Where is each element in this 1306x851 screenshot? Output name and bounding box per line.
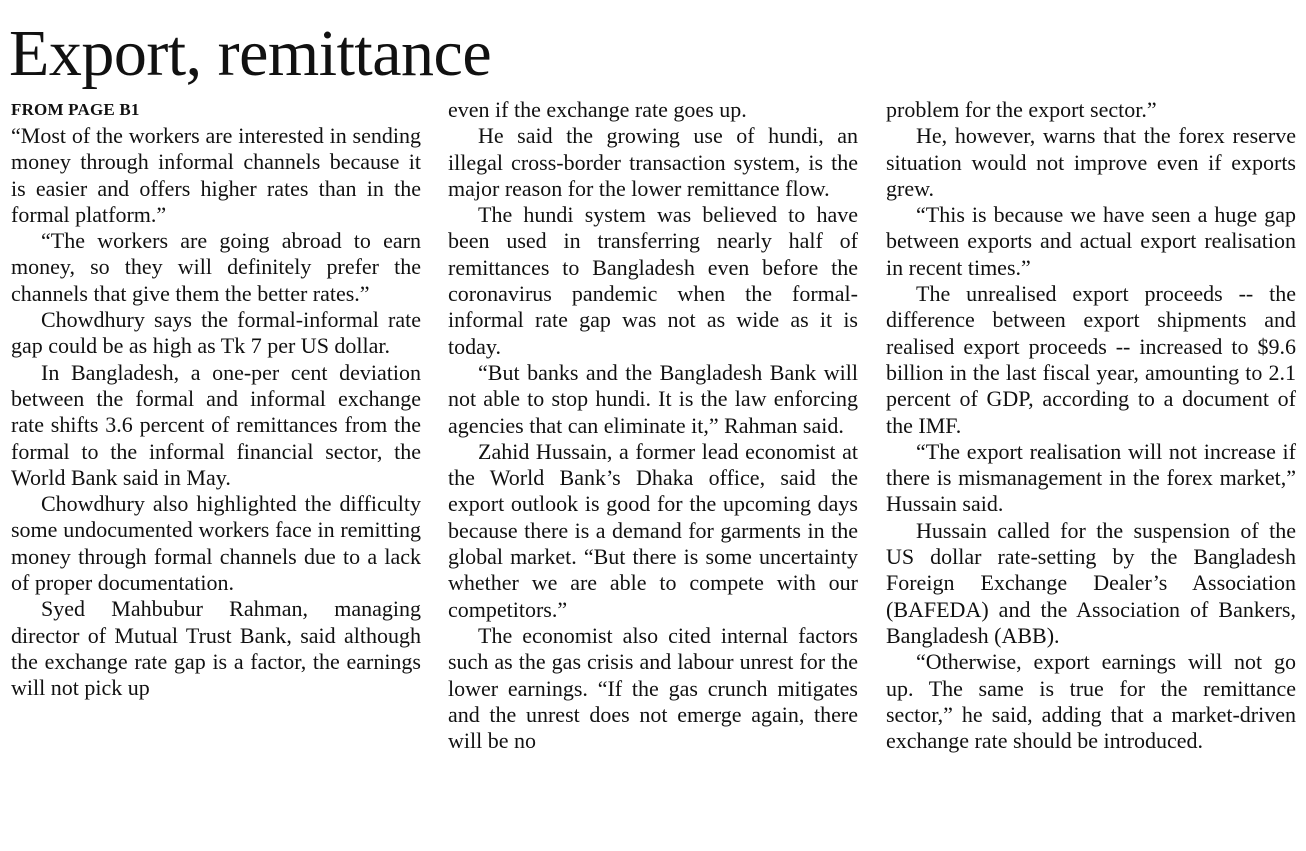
paragraph: “This is because we have seen a huge gap between exports and actual export realisation in recent times.” bbox=[886, 202, 1296, 280]
paragraph: Hussain called for the suspension of the US dollar rate-setting by the Bangladesh Foreign Exchange Dealer’s Association (BAFEDA) and the Association of Bankers, Bangladesh (ABB). bbox=[886, 517, 1296, 648]
paragraph: Zahid Hussain, a former lead economist at the World Bank’s Dhaka office, said the export outlook is good for the upcoming days because there is a demand for garments in the global market. “But there is some uncertainty whether we are able to compete with our competitors.” bbox=[448, 438, 858, 622]
paragraph: Syed Mahbubur Rahman, managing director of Mutual Trust Bank, said although the exchange rate gap is a factor, the earnings will not pick up bbox=[11, 596, 421, 701]
continued-from-label: FROM PAGE B1 bbox=[11, 100, 140, 119]
article-headline: Export, remittance bbox=[9, 17, 492, 90]
paragraph: The unrealised export proceeds -- the difference between export shipments and realised export proceeds -- increased to $9.6 billion in the last fiscal year, amounting to 2.1 percent of GDP, according to a document of the IMF. bbox=[886, 281, 1296, 438]
paragraph: “The export realisation will not increase if there is mismanagement in the forex market,” Hussain said. bbox=[886, 438, 1296, 517]
article-column-3 bbox=[886, 97, 1296, 754]
paragraph: The hundi system was believed to have been used in transferring nearly half of remittances to Bangladesh even before the coronavirus pandemic when the formal-informal rate gap was not as wide as it is today. bbox=[448, 202, 858, 359]
paragraph: Chowdhury says the formal-informal rate gap could be as high as Tk 7 per US dollar. bbox=[11, 307, 421, 359]
paragraph: even if the exchange rate goes up. bbox=[448, 97, 747, 122]
paragraph: “But banks and the Bangladesh Bank will not able to stop hundi. It is the law enforcing agencies that can eliminate it,” Rahman said. bbox=[448, 359, 858, 438]
paragraph: “The workers are going abroad to earn money, so they will definitely prefer the channels that give them the better rates.” bbox=[11, 228, 421, 306]
paragraph: problem for the export sector.” bbox=[886, 97, 1157, 122]
paragraph: In Bangladesh, a one-per cent deviation between the formal and informal exchange rate shifts 3.6 percent of remittances from the formal to the informal financial sector, the World Bank said in May. bbox=[11, 359, 421, 490]
article-column-2 bbox=[448, 97, 858, 754]
paragraph: Chowdhury also highlighted the difficulty some undocumented workers face in remitting money through formal channels due to a lack of proper documentation. bbox=[11, 491, 421, 596]
paragraph: He, however, warns that the forex reserve situation would not improve even if exports grew. bbox=[886, 123, 1296, 201]
article-column-1 bbox=[11, 97, 421, 702]
paragraph: The economist also cited internal factors such as the gas crisis and labour unrest for the lower earnings. “If the gas crunch mitigates and the unrest does not emerge again, there will be no bbox=[448, 622, 858, 754]
paragraph: “Otherwise, export earnings will not go up. The same is true for the remittance sector,” he said, adding that a market-driven exchange rate should be introduced. bbox=[886, 649, 1296, 754]
paragraph: He said the growing use of hundi, an illegal cross-border transaction system, is the major reason for the lower remittance flow. bbox=[448, 123, 858, 201]
paragraph: “Most of the workers are interested in sending money through informal channels because it is easier and offers higher rates than in the formal platform.” bbox=[11, 123, 421, 227]
